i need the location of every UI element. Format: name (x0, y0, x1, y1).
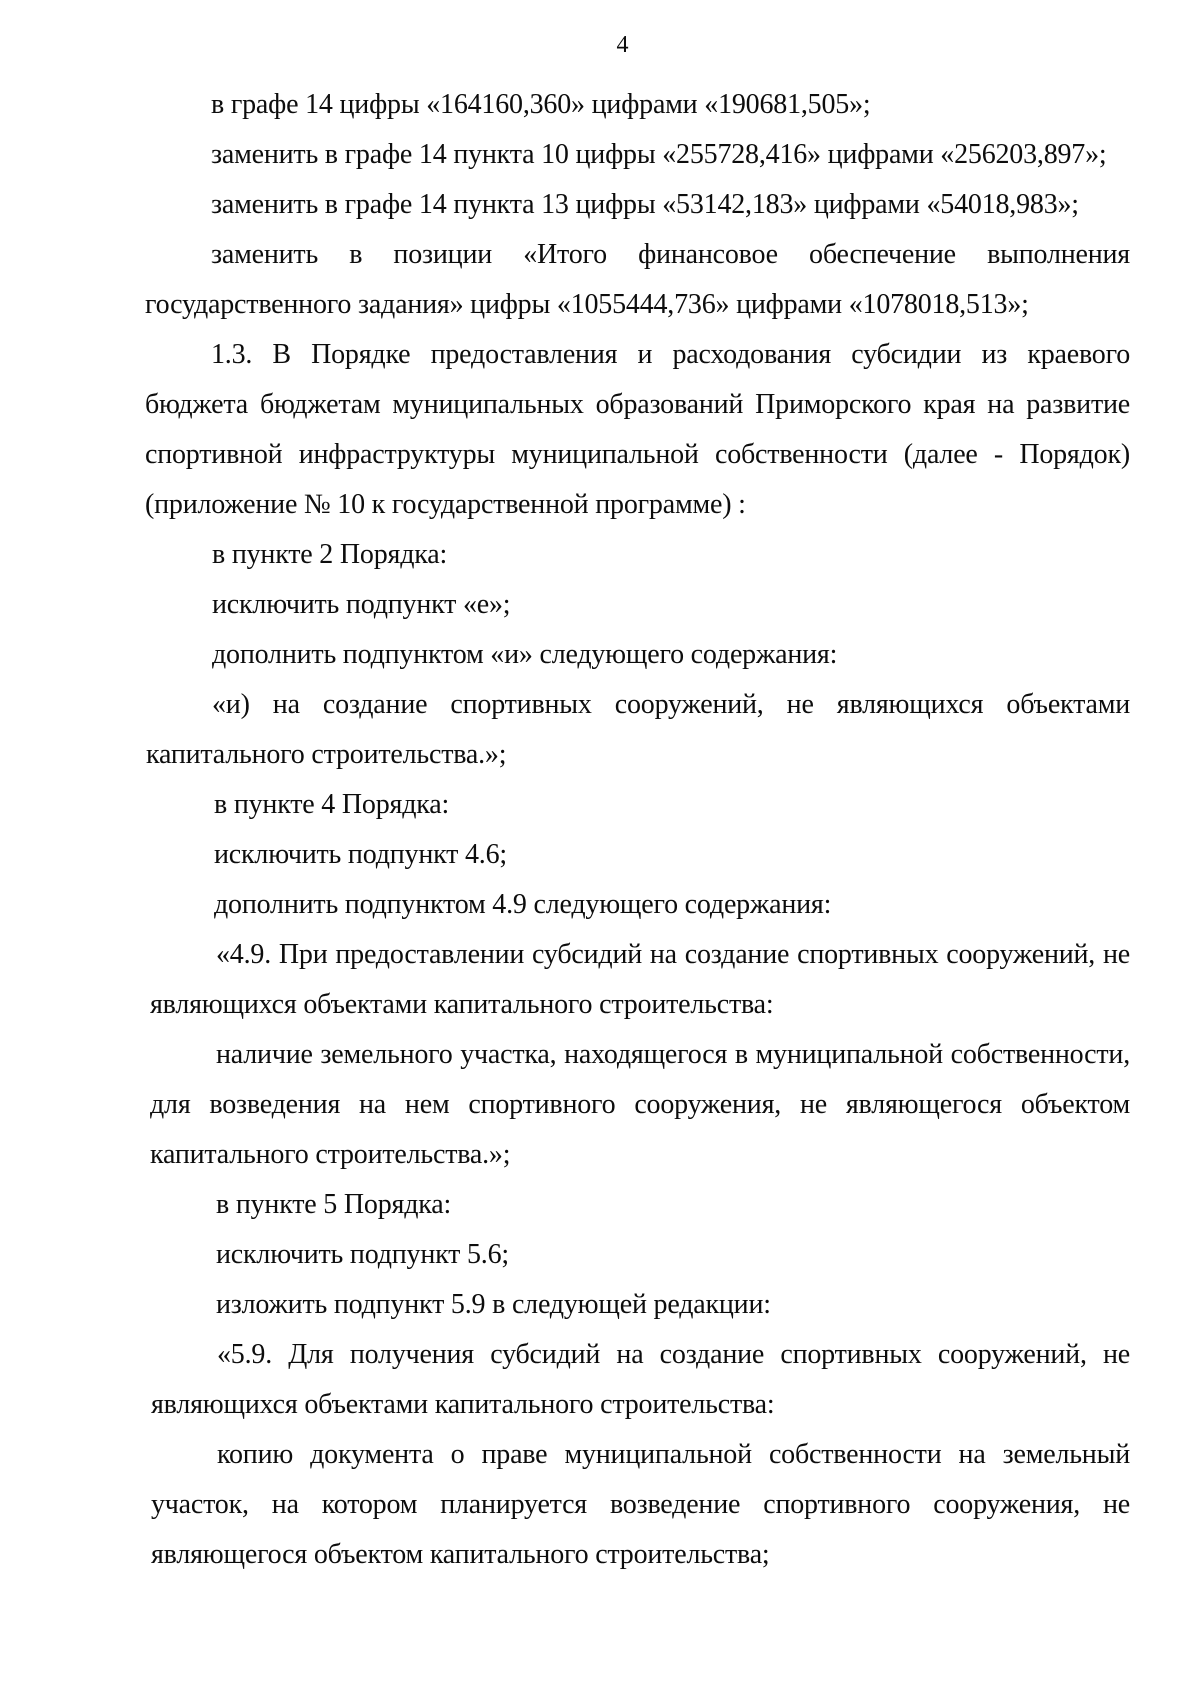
paragraph-graph-14-replacement: в графе 14 цифры «164160,360» цифрами «190681,505»; (211, 89, 871, 120)
paragraph-add-subpoint-4-9: дополнить подпунктом 4.9 следующего содержания: (214, 889, 832, 920)
paragraph-item-13-replacement: заменить в графе 14 пункта 13 цифры «53142,183» цифрами «54018,983»; (211, 189, 1079, 220)
document-body (145, 80, 1130, 1580)
paragraph-subpoint-i-text: «и) на создание спортивных сооружений, не являющихся объектами капитального строительства.»; (146, 689, 1130, 770)
paragraph-point-2-heading: в пункте 2 Порядка: (212, 539, 448, 570)
paragraph-exclude-subpoint-4-6: исключить подпункт 4.6; (214, 839, 507, 870)
paragraph-add-subpoint-i: дополнить подпунктом «и» следующего содержания: (212, 639, 838, 670)
page-number: 4 (616, 32, 629, 58)
paragraph-land-document-copy: копию документа о праве муниципальной собственности на земельный участок, на котором планируется возведение спортивного сооружения, не являющегося объектом капитального строительства; (151, 1439, 1130, 1570)
paragraph-exclude-subpoint-e: исключить подпункт «е»; (212, 589, 511, 620)
paragraph-item-10-replacement: заменить в графе 14 пункта 10 цифры «255728,416» цифрами «256203,897»; (211, 139, 1107, 170)
paragraph-subpoint-5-9-text: «5.9. Для получения субсидий на создание спортивных сооружений, не являющихся объектами капитального строительства: (151, 1339, 1130, 1420)
paragraph-exclude-subpoint-5-6: исключить подпункт 5.6; (216, 1239, 509, 1270)
paragraph-point-5-heading: в пункте 5 Порядка: (216, 1189, 452, 1220)
paragraph-land-plot-condition: наличие земельного участка, находящегося в муниципальной собственности, для возведения на нем спортивного сооружения, не являющегося объектом капитального строительства.»; (150, 1039, 1130, 1170)
paragraph-total-replacement: заменить в позиции «Итого финансовое обеспечение выполнения государственного задания» цифры «1055444,736» цифрами «1078018,513»; (145, 239, 1130, 320)
paragraph-subpoint-5-9-edit: изложить подпункт 5.9 в следующей редакции: (216, 1289, 771, 1320)
paragraph-point-4-heading: в пункте 4 Порядка: (214, 789, 450, 820)
paragraph-section-1-3: 1.3. В Порядке предоставления и расходования субсидии из краевого бюджета бюджетам муниципальных образований Приморского края на развитие спортивной инфраструктуры муниципальной собственности (далее - Порядок) (приложение № 10 к государственной программе) : (145, 339, 1130, 520)
paragraph-subpoint-4-9-text: «4.9. При предоставлении субсидий на создание спортивных сооружений, не являющихся объектами капитального строительства: (150, 939, 1130, 1020)
